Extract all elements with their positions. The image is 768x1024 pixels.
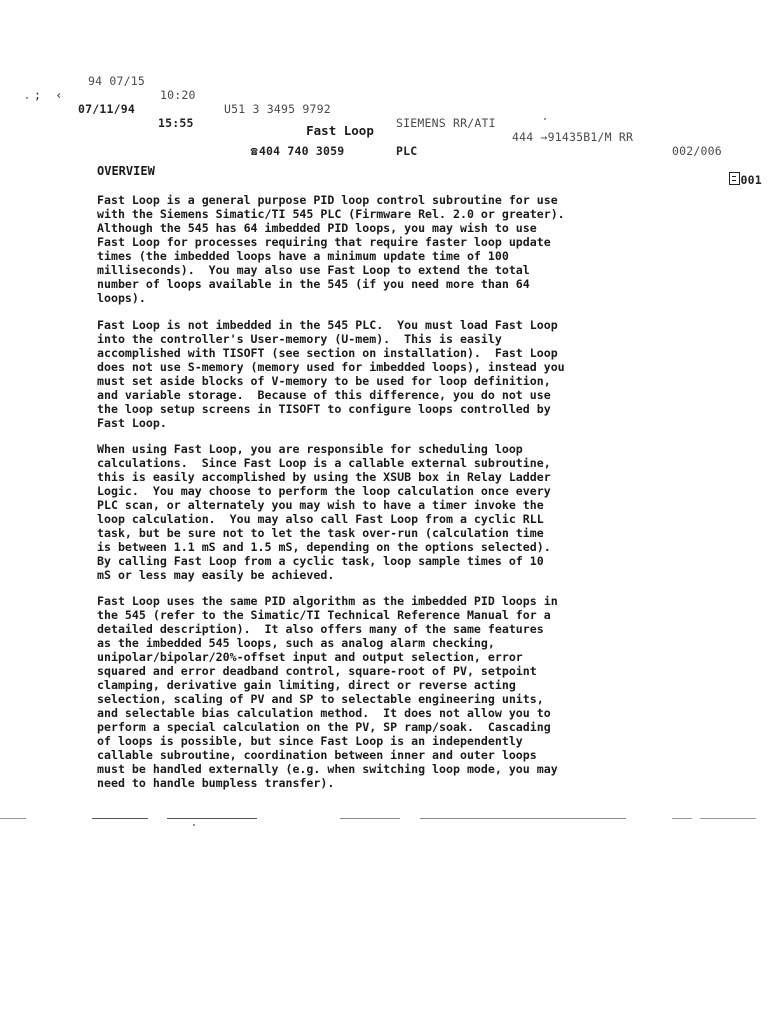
fax-margin-marks: ; ‹ [34,88,63,102]
paragraph-line: Fast Loop is not imbedded in the 545 PLC. You must load Fast Loop [97,318,558,332]
paragraph-line: of loops is possible, but since Fast Loop is an independently [97,734,523,748]
scan-edge-line [700,818,756,819]
paragraph-line: selection, scaling of PV and SP to selectable engineering units, [97,692,544,706]
paragraph-line: the 545 (refer to the Simatic/TI Technical Reference Manual for a [97,608,551,622]
paragraph-3 [97,442,617,582]
fax-bottom-sender: PLC [396,144,418,158]
paragraph-line: loops). [97,291,146,305]
scan-edge-line [167,818,257,819]
paragraph-line: detailed description). It also offers many of the same features [97,622,544,636]
paragraph-line: callable subroutine, coordination between inner and outer loops [97,748,537,762]
paragraph-line: mS or less may easily be achieved. [97,568,335,582]
paragraph-line: does not use S-memory (memory used for imbedded loops), instead you [97,360,565,374]
scan-speck [544,118,546,120]
paragraph-line: Fast Loop. [97,416,167,430]
paragraph-line: loop calculation. You may also call Fast Loop from a cyclic RLL [97,512,544,526]
paragraph-line: perform a special calculation on the PV, SP ramp/soak. Cascading [97,720,551,734]
document-title: Fast Loop [306,123,374,138]
paragraph-line: When using Fast Loop, you are responsible for scheduling loop [97,442,523,456]
paragraph-1 [97,193,617,305]
fax-top-date: 94 07/15 [88,74,145,88]
page-icon [729,172,740,185]
fax-top-phone: U51 3 3495 9792 [224,102,331,116]
telephone-icon: ☎ [250,144,258,158]
paragraph-line: Fast Loop is a general purpose PID loop control subroutine for use [97,193,558,207]
paragraph-line: need to handle bumpless transfer). [97,776,335,790]
paragraph-line: accomplished with TISOFT (see section on installation). Fast Loop [97,346,558,360]
fax-top-sender: SIEMENS RR/ATI [396,116,496,130]
paragraph-line: and selectable bias calculation method. It does not allow you to [97,706,551,720]
scan-edge-line [340,818,400,819]
fax-top-time: 10:20 [160,88,196,102]
fax-bottom-page: 001 [740,173,762,187]
paragraph-line: must be handled externally (e.g. when switching loop mode, you may [97,762,558,776]
paragraph-line: this is easily accomplished by using the XSUB box in Relay Ladder [97,470,551,484]
fax-top-page: 002/006 [672,144,722,158]
paragraph-line: must set aside blocks of V-memory to be used for loop definition, [97,374,551,388]
paragraph-2 [97,318,617,430]
paragraph-line: number of loops available in the 545 (if you need more than 64 [97,277,530,291]
paragraph-line: milliseconds). You may also use Fast Loop to extend the total [97,263,530,277]
paragraph-line: calculations. Since Fast Loop is a callable external subroutine, [97,456,551,470]
fax-bottom-date: 07/11/94 [78,102,135,116]
paragraph-line: Although the 545 has 64 imbedded PID loops, you may wish to use [97,221,537,235]
fax-bottom-page-group [700,158,762,201]
paragraph-line: Fast Loop uses the same PID algorithm as the imbedded PID loops in [97,594,558,608]
scan-speck [26,97,28,99]
scan-edge-line [672,818,692,819]
scan-speck [193,824,195,826]
fax-bottom-phone: 404 740 3059 [258,144,345,158]
paragraph-line: times (the imbedded loops have a minimum update time of 100 [97,249,509,263]
scan-edge-line [0,818,26,819]
paragraph-line: into the controller's User-memory (U-mem). This is easily [97,332,502,346]
section-heading-overview: OVERVIEW [97,164,155,178]
paragraph-line: squared and error deadband control, square-root of PV, setpoint [97,664,537,678]
paragraph-line: with the Siemens Simatic/TI 545 PLC (Firmware Rel. 2.0 or greater). [97,207,565,221]
paragraph-4 [97,594,617,790]
paragraph-line: is between 1.1 mS and 1.5 mS, depending on the options selected). [97,540,551,554]
paragraph-line: clamping, derivative gain limiting, direct or reverse acting [97,678,516,692]
paragraph-line: the loop setup screens in TISOFT to configure loops controlled by [97,402,551,416]
paragraph-line: as the imbedded 545 loops, such as analog alarm checking, [97,636,495,650]
paragraph-line: task, but be sure not to let the task over-run (calculation time [97,526,544,540]
fax-top-number: 444 →91435B1/M RR [512,130,634,144]
paragraph-line: and variable storage. Because of this difference, you do not use [97,388,551,402]
paragraph-line: Logic. You may choose to perform the loop calculation once every [97,484,551,498]
paragraph-line: PLC scan, or alternately you may wish to have a timer invoke the [97,498,544,512]
paragraph-line: By calling Fast Loop from a cyclic task, loop sample times of 10 [97,554,544,568]
paragraph-line: unipolar/bipolar/20%-offset input and output selection, error [97,650,523,664]
scan-edge-line [92,818,148,819]
paragraph-line: Fast Loop for processes requiring that require faster loop update [97,235,551,249]
fax-bottom-time: 15:55 [158,116,194,130]
scan-edge-line [420,818,626,819]
